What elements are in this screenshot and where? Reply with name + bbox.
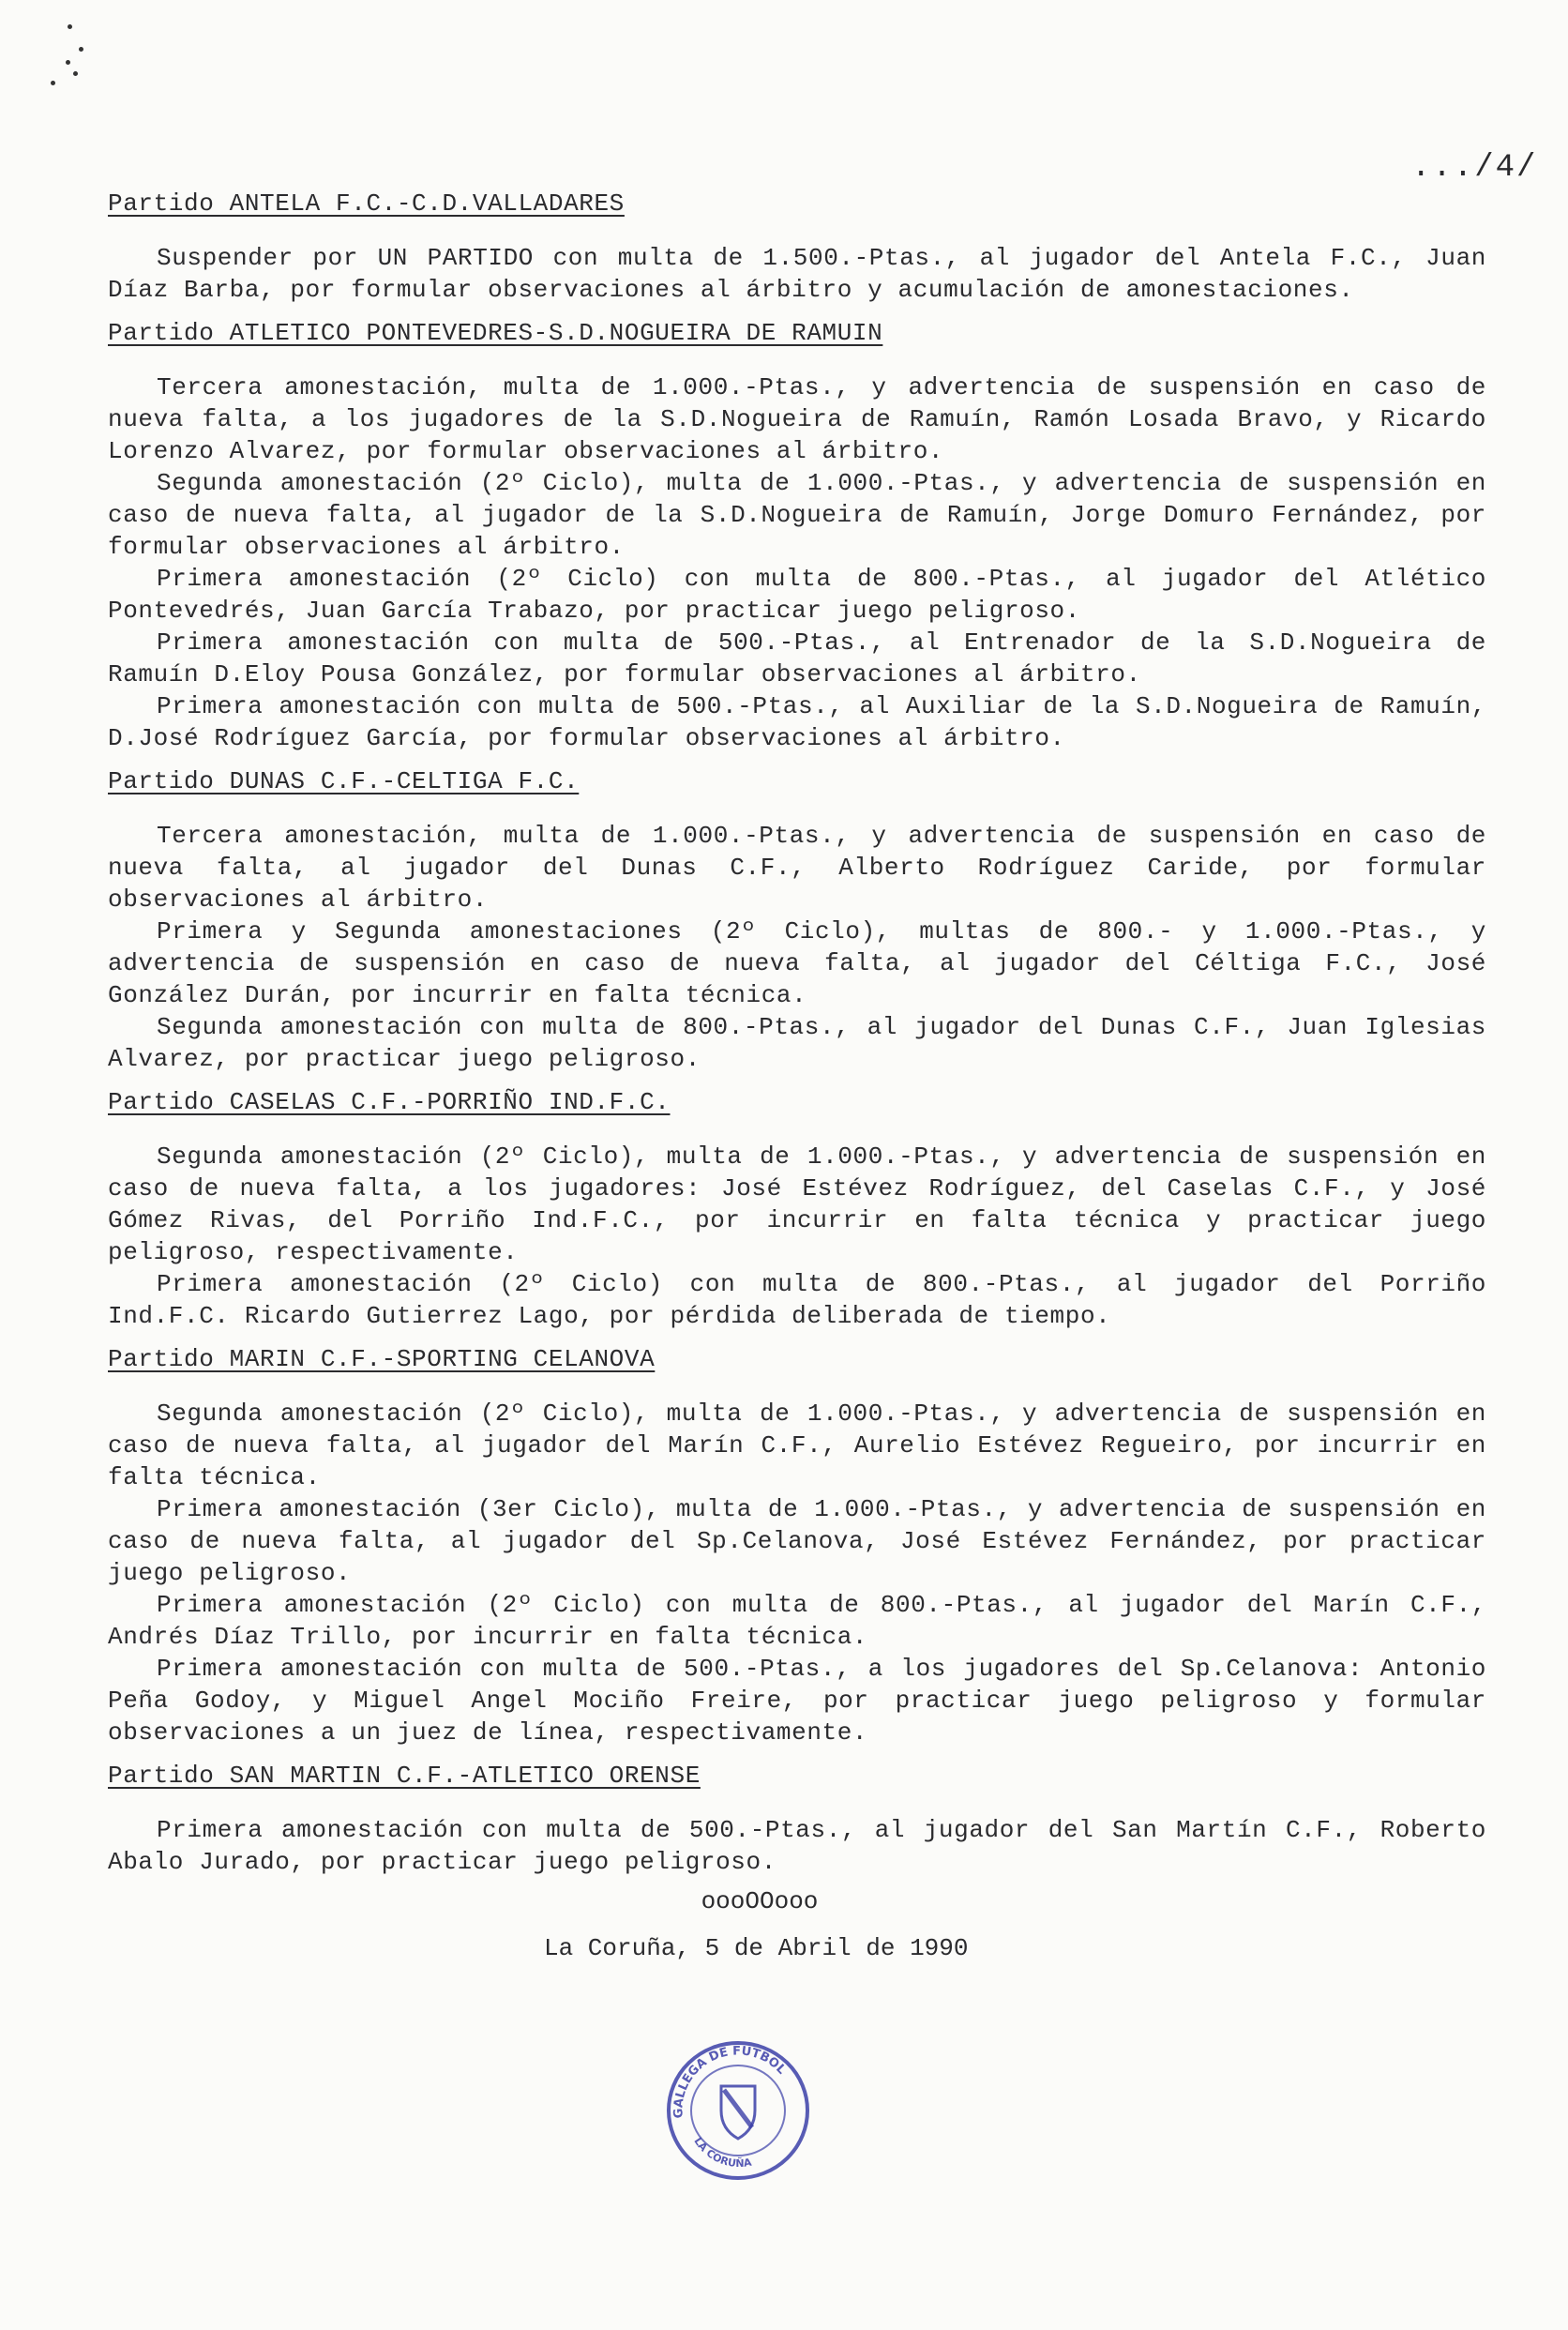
stamp-text-bottom: LA CORUÑA [691,2135,753,2170]
closing-ornament: oooOOooo [701,1887,819,1915]
section-heading: Partido DUNAS C.F.-CELTIGA F.C. [108,767,580,795]
shield-band [724,2090,752,2127]
section-dunas [108,762,1486,1075]
paragraph: Primera amonestación con multa de 500.-Ptas., al Auxiliar de la S.D.Nogueira de Ramuín, D.José Rodríguez García, por formular observaciones al árbitro. [108,692,1486,752]
paragraph: Tercera amonestación, multa de 1.000.-Ptas., y advertencia de suspensión en caso de nueva falta, al jugador del Dunas C.F., Alberto Rodríguez Caride, por formular observaciones al árbitro. [108,822,1486,914]
paragraph: Segunda amonestación con multa de 800.-Ptas., al jugador del Dunas C.F., Juan Iglesias Alvarez, por practicar juego peligroso. [108,1013,1486,1073]
paragraph: Primera amonestación con multa de 500.-Ptas., a los jugadores del Sp.Celanova: Antonio Peña Godoy, y Miguel Angel Mociño Freire, por practicar juego peligroso y formular observaciones a un juez de línea, respectivamente. [108,1655,1486,1747]
section-caselas [108,1082,1486,1332]
paragraph: Segunda amonestación (2º Ciclo), multa de 1.000.-Ptas., y advertencia de suspensión en caso de nueva falta, al jugador del Marín C.F., Aurelio Estévez Regueiro, por incurrir en falta técnica. [108,1400,1486,1491]
section-antela [108,184,1486,306]
paragraph: Primera amonestación con multa de 500.-Ptas., al jugador del San Martín C.F., Roberto Abalo Jurado, por practicar juego peligroso. [108,1816,1486,1876]
section-heading: Partido ANTELA F.C.-C.D.VALLADARES [108,189,625,218]
paragraph: Segunda amonestación (2º Ciclo), multa de 1.000.-Ptas., y advertencia de suspensión en caso de nueva falta, al jugador de la S.D.Nogueira de Ramuín, Jorge Domuro Fernández, por formular observaciones al árbitro. [108,469,1486,561]
stamp-text-top: GALLEGA DE FUTBOL [671,2044,789,2119]
paragraph: Primera amonestación (2º Ciclo) con multa de 800.-Ptas., al jugador del Porriño Ind.F.C. Ricardo Gutierrez Lago, por pérdida deliberada de tiempo. [108,1270,1486,1330]
section-heading: Partido ATLETICO PONTEVEDRES-S.D.NOGUEIRA DE RAMUIN [108,319,883,347]
section-heading: Partido MARIN C.F.-SPORTING CELANOVA [108,1345,656,1373]
mark-dot [51,81,55,85]
margin-marks [47,19,84,94]
section-heading: Partido CASELAS C.F.-PORRIÑO IND.F.C. [108,1088,671,1116]
mark-dot [68,24,72,29]
mark-dot [73,71,78,76]
paragraph: Primera amonestación con multa de 500.-Ptas., al Entrenador de la S.D.Nogueira de Ramuín D.Eloy Pousa González, por formular observaciones al árbitro. [108,628,1486,688]
paragraph: Segunda amonestación (2º Ciclo), multa de 1.000.-Ptas., y advertencia de suspensión en caso de nueva falta, a los jugadores: José Estévez Rodríguez, del Caselas C.F., y José Gómez Rivas, del Porriño Ind.F.C., por incurrir en falta técnica y practicar juego peligroso, respectivamente. [108,1142,1486,1266]
paragraph: Primera y Segunda amonestaciones (2º Ciclo), multas de 800.- y 1.000.-Ptas., y advertencia de suspensión en caso de nueva falta, al jugador del Céltiga F.C., José González Durán, por incurrir en falta técnica. [108,917,1486,1009]
document-body [108,184,1486,1885]
paragraph: Primera amonestación (3er Ciclo), multa de 1.000.-Ptas., y advertencia de suspensión en caso de nueva falta, al jugador del Sp.Celanova, José Estévez Fernández, por practicar juego peligroso. [108,1495,1486,1587]
federation-stamp [662,2037,814,2183]
section-marin [108,1339,1486,1748]
paragraph: Primera amonestación (2º Ciclo) con multa de 800.-Ptas., al jugador del Marín C.F., Andrés Díaz Trillo, por incurrir en falta técnica. [108,1591,1486,1651]
page-number: .../4/ [1411,150,1538,186]
mark-dot [66,60,70,65]
section-heading: Partido SAN MARTIN C.F.-ATLETICO ORENSE [108,1762,701,1790]
paragraph: Primera amonestación (2º Ciclo) con multa de 800.-Ptas., al jugador del Atlético Pontevedrés, Juan García Trabazo, por practicar juego peligroso. [108,565,1486,625]
section-san-martin [108,1756,1486,1878]
section-atletico-pontevedres [108,313,1486,754]
mark-dot [79,47,83,52]
place-date: La Coruña, 5 de Abril de 1990 [544,1934,969,1962]
paragraph: Suspender por UN PARTIDO con multa de 1.500.-Ptas., al jugador del Antela F.C., Juan Díaz Barba, por formular observaciones al árbitro y acumulación de amonestaciones. [108,244,1486,304]
paragraph: Tercera amonestación, multa de 1.000.-Ptas., y advertencia de suspensión en caso de nueva falta, a los jugadores de la S.D.Nogueira de Ramuín, Ramón Losada Bravo, y Ricardo Lorenzo Alvarez, por formular observaciones al árbitro. [108,373,1486,465]
